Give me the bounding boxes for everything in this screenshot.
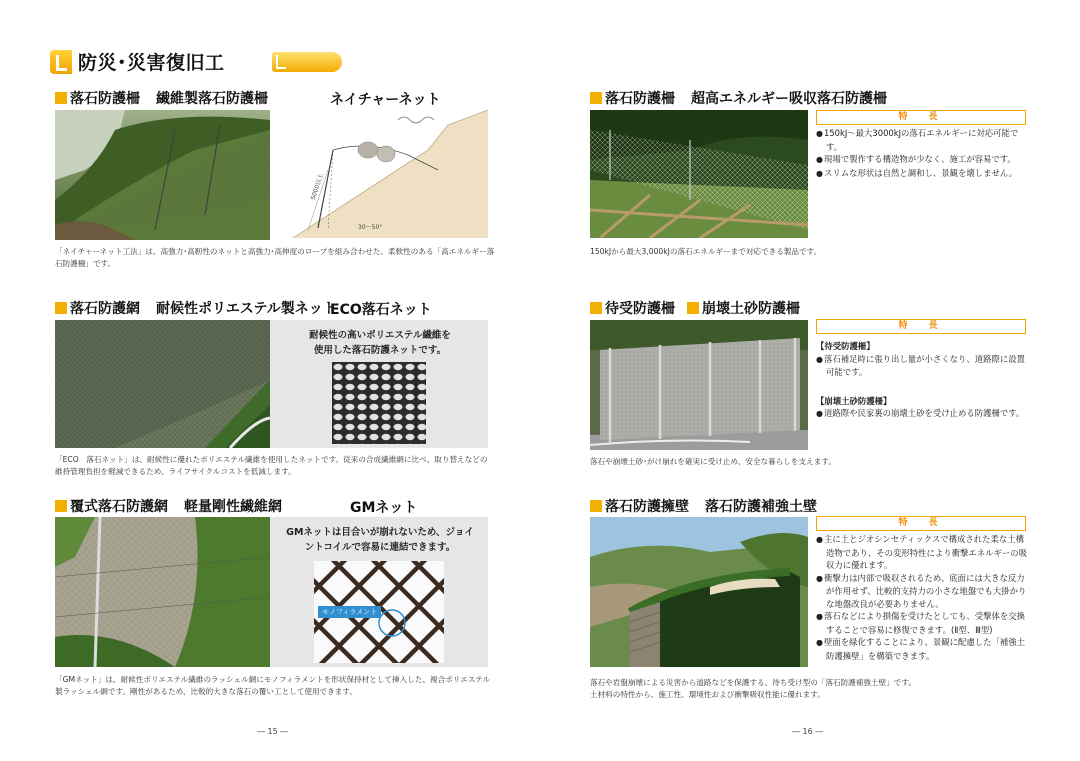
product-name-gm-net: GMネット: [350, 500, 418, 516]
caption-eco-net: 「ECO 落石ネット」は、耐候性に優れたポリエステル繊維を使用したネットです。従来の合成繊維網に比べ、取り替えなどの維持管理負担を軽減できるため、ライフサイクルコストを低減します。: [55, 455, 488, 476]
panel-gm-net: [270, 517, 488, 667]
monofilament-tag: モノフィラメント: [318, 606, 381, 618]
section-heading-catch-fence: [590, 298, 800, 318]
photo-reinforced-wall: [590, 517, 808, 667]
heading-square-icon: [55, 500, 67, 512]
heading-category: 落石防護擁壁: [605, 499, 689, 515]
heading-square-icon: [590, 92, 602, 104]
chapter-header: [50, 48, 292, 76]
feature-list-r3: [816, 533, 1028, 662]
section-heading-eco-net: [55, 298, 337, 318]
section-heading-gm-net: [55, 496, 282, 516]
product-name-nature-net: ネイチャーネット: [330, 92, 441, 108]
section-heading-reinforced-wall: [590, 496, 817, 516]
feature-item: ● 落石などにより損傷を受けたとしても、受撃体を交換することで容易に修復できます。(Ⅱ型、Ⅲ型): [816, 610, 1028, 636]
photo-high-energy-fence: [590, 110, 808, 238]
feature-item: ● 主に土とジオシンセティックスで構成された柔な土構造物であり、その変形特性により衝撃エネルギーの吸収力に優れます。: [816, 533, 1028, 572]
heading-category: 覆式落石防護網: [70, 499, 168, 515]
caption-catch-fence: 落石や崩壊土砂･がけ崩れを確実に受け止め、安全な暮らしを支えます。: [590, 457, 836, 466]
heading-square-icon: [55, 302, 67, 314]
photo-catch-fence: [590, 320, 808, 450]
heading-category: 落石防護柵: [70, 91, 140, 107]
heading-type: 繊維製落石防護柵: [156, 91, 268, 107]
chapter-decor-bar: [272, 52, 342, 72]
diagram-label-height: 5000以上: [309, 172, 325, 201]
caption-high-energy-fence: 150kJから最大3,000kJの落石エネルギーまで対応できる製品です。: [590, 247, 822, 256]
feature-title-r1: 特 長: [816, 110, 1026, 125]
caption-nature-net: 「ネイチャーネット工法」は、高強力･高靭性のネットと高強力･高伸度のロープを組み合わせた、柔軟性のある「高エネルギー落石防護柵」です。: [55, 247, 495, 268]
heading-type: 耐候性ポリエステル製ネット: [156, 301, 337, 317]
feature-list-r1: [816, 127, 1028, 180]
heading-type: 軽量剛性繊維網: [184, 499, 282, 515]
chapter-left-cap: [50, 50, 72, 74]
feature-item: ● スリムな形状は自然と調和し、景観を壊しません。: [816, 167, 1028, 181]
photo-gm-net-slope: [55, 517, 270, 667]
section-heading-nature-net: [55, 88, 268, 108]
panel-eco-net: [270, 320, 488, 448]
heading-category: 落石防護網: [70, 301, 140, 317]
heading-square-icon: [55, 92, 67, 104]
eco-net-mesh-sample: [332, 362, 426, 444]
caption-reinforced-wall: [590, 677, 1030, 701]
feature-title-r2: 特 長: [816, 319, 1026, 334]
page-number-right: ― 16 ―: [792, 727, 824, 736]
page-number-left: ― 15 ―: [257, 727, 289, 736]
feature-subheading: 【待受防護柵】: [816, 341, 875, 351]
section-heading-high-energy-fence: [590, 88, 887, 108]
heading-square-icon: [590, 302, 602, 314]
chapter-title: 防災･災害復旧工: [78, 52, 225, 74]
heading-type: 超高エネルギー吸収落石防護柵: [691, 91, 887, 107]
caption-line: 落石や岩盤崩壊による災害から道路などを保護する、待ち受け型の「落石防護補強土壁」です。: [590, 678, 916, 687]
feature-item: ● 衝撃力は内部で吸収されるため、底面には大きな反力が作用せず、比較的支持力の小さな地盤でも大掛かりな地盤改良が必要ありません。: [816, 572, 1028, 611]
heading-category: 落石防護柵: [605, 91, 675, 107]
photo-nature-net-slope: [55, 110, 270, 240]
feature-list-r2: [816, 338, 1028, 421]
feature-item: ● 150kJ～最大3000kJの落石エネルギーに対応可能です。: [816, 127, 1028, 153]
photo-eco-net-slope: [55, 320, 270, 448]
feature-item: ● 現場で製作する構造物が少なく、施工が容易です。: [816, 153, 1028, 167]
diagram-nature-net: [278, 110, 488, 240]
feature-title-r3: 特 長: [816, 516, 1026, 531]
feature-item: ● 落石補足時に張り出し量が小さくなり、道路際に設置可能です。: [816, 353, 1028, 379]
diagram-label-angle: 30～50°: [358, 224, 383, 231]
heading-type: 落石防護補強土壁: [705, 499, 817, 515]
feature-item: ● 壁面を緑化することにより、景観に配慮した「補強土防護擁壁」を構築できます。: [816, 636, 1028, 662]
heading-square-icon: [590, 500, 602, 512]
feature-subheading: 【崩壊土砂防護柵】: [816, 395, 892, 406]
panel-text-gm-net: GMネットは目合いが崩れないため、ジョイントコイルで容易に連結できます。: [286, 527, 474, 553]
feature-item: ● 道路際や民家裏の崩壊土砂を受け止める防護柵です。: [816, 407, 1028, 421]
caption-line: 土材料の特性から、施工性、環境性および衝撃吸収性能に優れます。: [590, 690, 825, 699]
heading-square-icon: [687, 302, 699, 314]
product-name-eco-net: ECO落石ネット: [330, 302, 432, 318]
heading-category: 待受防護柵: [605, 301, 675, 317]
caption-gm-net: 「GMネット」は、耐候性ポリエステル繊維のラッシェル網にモノフィラメントを形状保持材として挿入した、複合ポリエステル製ラッシェル網です。剛性があるため、比較的大きな落石の覆い工として使用できます。: [55, 675, 491, 696]
panel-text-eco-net: 耐候性の高いポリエステル繊維を使用した落石防護ネットです。: [309, 330, 451, 356]
heading-type: 崩壊土砂防護柵: [702, 301, 800, 317]
